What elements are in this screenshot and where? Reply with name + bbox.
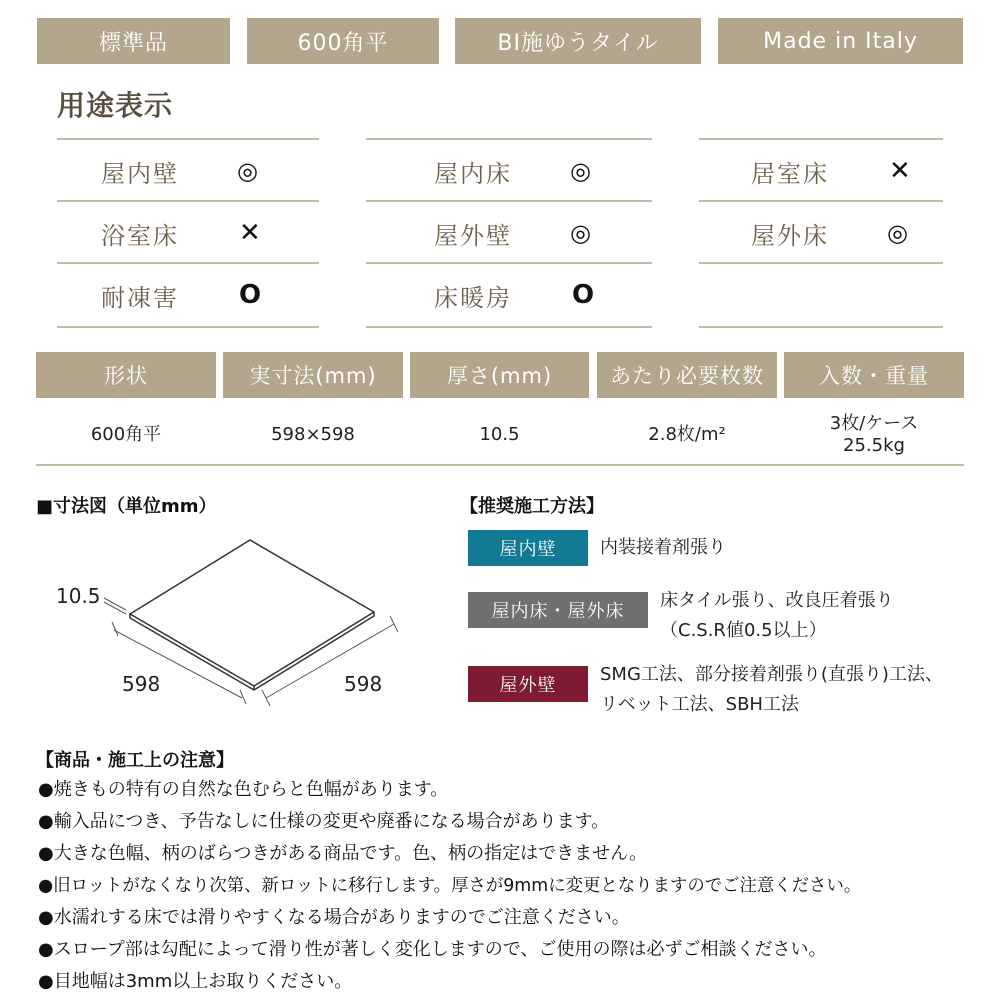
tag-size: 600角平 [247,18,439,64]
width-label: 598 [122,672,161,696]
note-item: ●輸入品につき、予告なしに仕様の変更や廃番になる場合があります。 [38,811,610,832]
method-line: SMG工法、部分接着剤張り(直張り)工法、 [600,664,943,685]
double-circle-mark: ◎ [570,157,591,185]
usage-row [699,200,943,264]
circle-mark: O [572,280,595,310]
spec-qty-value: 3枚/ケース [829,413,919,434]
method-badge-floor: 屋内床・屋外床 [468,592,648,628]
tag-origin: Made in Italy [718,18,963,64]
usage-row [57,200,319,264]
double-circle-mark: ◎ [237,157,258,185]
usage-label: 屋外床 [751,221,829,250]
spec-header [36,352,964,398]
depth-label: 598 [344,672,383,696]
tag-bar [37,18,963,64]
method-text-indoor-wall [600,533,726,563]
spec-per-area [597,406,777,464]
method-line: リベット工法、SBH工法 [600,694,799,715]
notes-list [38,774,988,998]
spec-shape-value: 600角平 [90,424,162,445]
method-line: 床タイル張り、改良圧着張り [660,590,894,611]
method-badge-outdoor-wall: 屋外壁 [468,666,588,702]
usage-row [366,262,652,328]
cross-mark: ✕ [889,156,911,186]
spec-header-size: 実寸法(mm) [223,352,403,398]
notes-title: 【商品・施工上の注意】 [36,750,234,771]
spec-header-shape: 形状 [36,352,216,398]
usage-row [366,200,652,264]
note-item: ●スロープ部は勾配によって滑り性が著しく変化しますので、ご使用の際は必ずご相談ください。 [38,939,827,960]
usage-row [699,138,943,202]
method-badge-indoor-wall: 屋内壁 [468,530,588,566]
cross-mark: ✕ [239,218,261,248]
spec-qty [784,406,964,464]
note-item: ●目地幅は3mm以上お取りください。 [38,971,353,992]
usage-title: 用途表示 [57,89,174,122]
method-line: （C.S.R値0.5以上） [660,620,827,641]
circle-mark: O [239,280,262,310]
usage-row [57,138,319,202]
note-item: ●大きな色幅、柄のばらつきがある商品です。色、柄の指定はできません。 [38,843,648,864]
usage-column-3 [699,138,943,326]
spec-row [36,406,964,466]
diagram-title: ■寸法図（単位mm） [36,496,217,517]
note-item: ●旧ロットがなくなり次第、新ロットに移行します。厚さが9mmに変更となりますのでご注意ください。 [38,876,862,896]
spec-thickness-value: 10.5 [479,424,520,445]
usage-label: 屋内床 [434,159,512,188]
tag-standard: 標準品 [37,18,230,64]
usage-label: 床暖房 [434,283,512,312]
note-item: ●焼きもの特有の自然な色むらと色幅があります。 [38,779,449,800]
note-item: ●水濡れする床では滑りやすくなる場合がありますのでご注意ください。 [38,907,630,928]
usage-label: 居室床 [751,159,829,188]
usage-row [366,138,652,202]
usage-row [57,262,319,328]
method-line: 内装接着剤張り [600,537,726,558]
spec-per-area-value: 2.8枚/m² [648,424,726,445]
method-text-outdoor-wall [600,660,943,720]
double-circle-mark: ◎ [887,219,908,247]
usage-row [699,262,943,328]
spec-weight-value: 25.5kg [843,435,905,456]
spec-header-per-area: あたり必要枚数 [597,352,777,398]
spec-header-thickness: 厚さ(mm) [410,352,589,398]
spec-shape [36,406,216,464]
usage-label: 浴室床 [101,221,179,250]
usage-column-2 [366,138,652,326]
methods-title: 【推奨施工方法】 [460,496,604,517]
method-text-floor [660,586,894,646]
thickness-label: 10.5 [56,584,101,608]
usage-label: 屋内壁 [101,159,179,188]
spec-size [223,406,403,464]
spec-size-value: 598×598 [271,424,355,445]
usage-label: 耐凍害 [101,283,179,312]
usage-column-1 [57,138,319,326]
dimension-diagram [40,528,440,718]
double-circle-mark: ◎ [570,219,591,247]
spec-header-qty: 入数・重量 [784,352,964,398]
usage-label: 屋外壁 [434,221,512,250]
tag-glaze: BI施ゆうタイル [455,18,701,64]
spec-thickness [410,406,589,464]
